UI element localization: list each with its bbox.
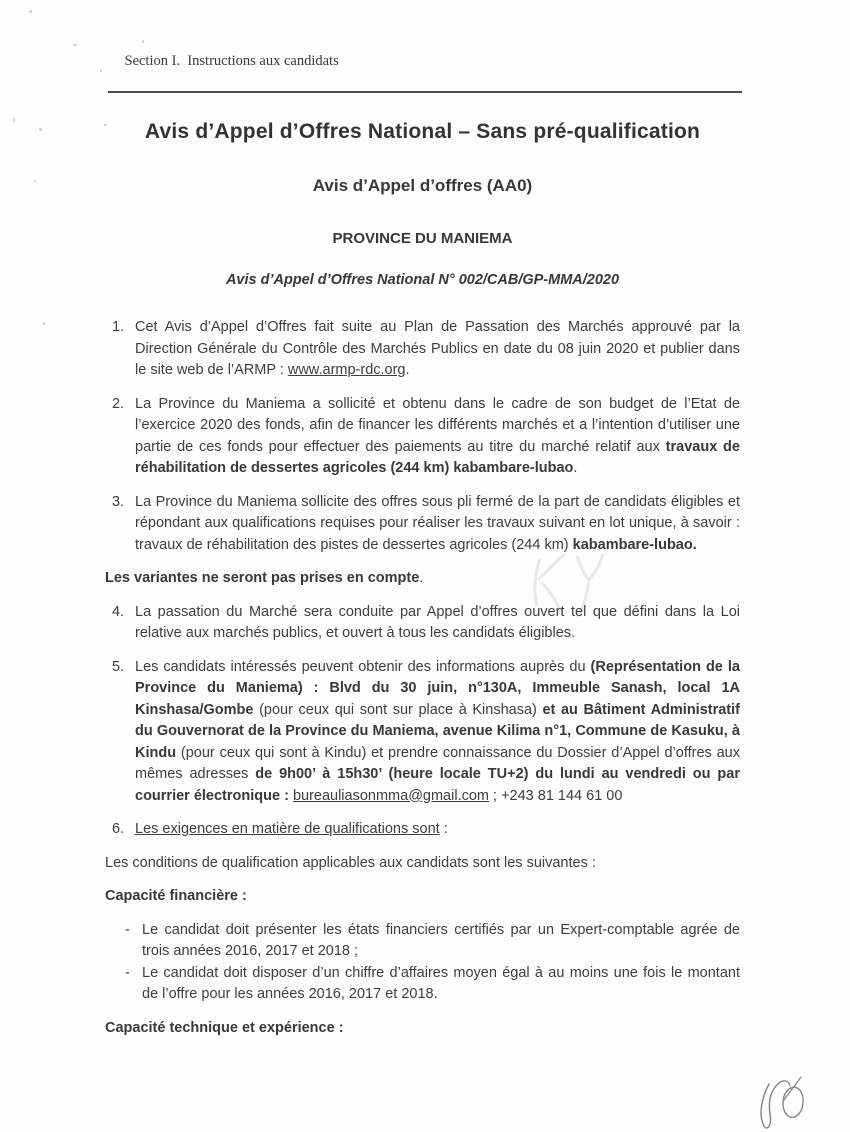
text-run-bold: kabambare-lubao. — [572, 536, 697, 553]
text-run: La Province du Maniema a sollicité et obtenu dans le cadre de son budget de l’Etat de l’exercice 2020 des fonds, afin de financer les différents marchés et a l’intention d’utiliser une partie de ces fonds pour effectuer des paiements au titre du marché relatif aux — [135, 395, 740, 455]
text-run: Cet Avis d’Appel d’Offres fait suite au Plan de Passation des Marchés approuvé par la Direction Générale du Contrôle des Marchés Publics en date du 08 juin 2020 et publier dans le site web de l’ARMP : — [135, 319, 740, 378]
scan-speck — [39, 128, 42, 131]
text-run: La passation du Marché sera conduite par Appel d’offres ouvert tel que défini dans la Loi relative aux marchés publics, et ouvert à tous les candidats éligibles. — [135, 603, 740, 641]
scan-speck — [142, 40, 144, 43]
text-run: . — [405, 362, 410, 378]
scan-speck — [100, 69, 102, 72]
text-run: La Province du Maniema sollicite des offres sous pli fermé de la part de candidats éligibles et répondant aux qualifications requises pour réaliser les travaux suivant en lot unique, à savoir : travaux de réhabilitation des pistes de dessertes agricoles (244 km) — [135, 493, 740, 553]
text-run-bold: de 9h00’ à 15h30’ (heure locale TU+2) du lundi au vendredi ou par courrier électronique : — [135, 766, 740, 804]
scan-ghost-mark — [505, 540, 625, 640]
armp-url-text: www.armp-rdc.org — [287, 362, 406, 378]
contact-email-text: bureauliasonmma@gmail.com — [292, 787, 489, 804]
scan-speck — [104, 124, 107, 126]
numbered-item-3 — [105, 492, 740, 557]
header-rule — [108, 91, 742, 93]
bullet-item — [105, 963, 740, 1006]
technical-capacity-heading: Capacité technique et expérience : — [105, 1019, 344, 1036]
section-header — [110, 36, 742, 87]
text-run: (pour ceux qui sont sur place à Kinshasa) — [259, 701, 543, 718]
item-number: 1. — [112, 319, 125, 335]
financial-capacity-heading: Capacité financière : — [105, 888, 247, 904]
item-number: 3. — [112, 493, 125, 510]
item-text — [135, 394, 740, 480]
item-number: 4. — [112, 603, 125, 620]
title-main: Avis d’Appel d’Offres National – Sans pré-qualification — [144, 120, 701, 143]
item-text — [135, 657, 740, 808]
numbered-item-2 — [105, 394, 740, 480]
section-header-text: Section I. Instructions aux candidats — [124, 53, 339, 69]
qualifications-intro: Les conditions de qualification applicables aux candidats sont les suivantes : — [105, 854, 596, 871]
title-province: PROVINCE DU MANIEMA — [332, 230, 513, 247]
scan-speck — [13, 118, 15, 122]
item-number: 6. — [112, 821, 125, 837]
text-run-bold: Les variantes ne seront pas prises en compte — [105, 570, 420, 586]
handwritten-initials-mark — [743, 1070, 813, 1132]
title-reference: Avis d’Appel d’Offres National N° 002/CAB/GP-MMA/2020 — [225, 272, 620, 288]
text-run-bold: travaux de réhabilitation de dessertes agricoles (244 km) kabambare-lubao — [135, 438, 740, 476]
text-run: . — [419, 570, 424, 586]
numbered-item-5 — [105, 657, 740, 808]
phone-number-text: ; +243 81 144 61 00 — [489, 787, 623, 804]
bullet-text: Le candidat doit présenter les états financiers certifiés par un Expert-comptable agrée de trois années 2016, 2017 et 2018 ; — [142, 921, 740, 959]
scan-speck — [34, 180, 36, 182]
item-number: 2. — [112, 395, 125, 412]
numbered-item-6 — [105, 819, 740, 841]
text-run-bold: et au Bâtiment Administratif du Gouvernorat de la Province du Maniema, avenue Kilima n°1, Commune de Kasuku, à Kindu — [135, 701, 740, 761]
bullet-item — [105, 920, 740, 963]
variants-note — [105, 568, 740, 590]
text-run: Les candidats intéressés peuvent obtenir des informations auprès du — [135, 658, 591, 675]
scan-speck — [43, 322, 45, 325]
numbered-item-4 — [105, 602, 740, 645]
text-run: : — [439, 821, 448, 837]
bullet-dash: - — [125, 964, 130, 981]
document-body — [105, 317, 740, 1039]
text-run: (pour ceux qui sont à Kindu) et prendre connaissance du Dossier d’Appel d’offres aux mêmes adresses — [135, 744, 740, 782]
scan-speck — [29, 10, 32, 13]
item-text — [135, 819, 740, 841]
text-run-bold: (Représentation de la Province du Maniema) : Blvd du 30 juin, n°130A, Immeuble Sanash, local 1A Kinshasa/Gombe — [135, 658, 740, 718]
financial-bullet-list — [105, 920, 740, 1006]
title-sub: Avis d’Appel d’offres (AA0) — [312, 176, 533, 195]
bullet-text: Le candidat doit disposer d’un chiffre d’affaires moyen égal à au moins une fois le montant de l’offre pour les années 2016, 2017 et 2018. — [142, 964, 740, 1002]
scan-speck — [73, 44, 77, 46]
text-run: . — [573, 460, 578, 476]
item-number: 5. — [112, 658, 125, 675]
item-text — [135, 602, 740, 645]
item-text — [135, 317, 740, 382]
numbered-item-1 — [105, 317, 740, 382]
bullet-dash: - — [125, 921, 130, 938]
text-run-underline: Les exigences en matière de qualifications sont — [135, 821, 440, 837]
item-text — [135, 492, 740, 557]
